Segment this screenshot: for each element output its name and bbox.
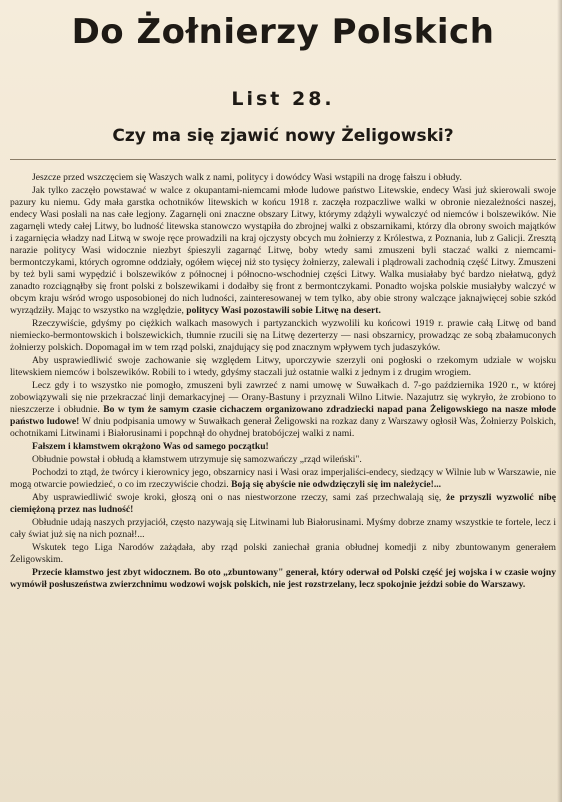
paragraph-6: Fałszem i kłamstwem okrążono Was od samego początku!	[32, 441, 269, 452]
paragraph-3: Rzeczywiście, gdyśmy po ciężkich walkach masowych i partyzanckich wyzwolili ku końcowi 1919 r. prawie całą Litwę od band niemiecko-bermontowskich i bolszewickich, tłumnie rzucili się na Litwę dezerterzy — nasi obszarnicy, prowadząc ze sobą zbałamuconych żołnierzy polskich. Dopomagał im w tem rząd polski, znajdujący się pod znacznym wpływem tych judaszyków.	[10, 318, 556, 353]
divider	[10, 159, 556, 160]
leaflet-title: Do Żołnierzy Polskich	[71, 12, 495, 52]
paragraph-1: Jeszcze przed wszczęciem się Waszych walk z nami, politycy i dowódcy Wasi wstąpili na drogę fałszu i obłudy.	[32, 172, 462, 183]
letter-number: List 28.	[231, 88, 335, 110]
paragraph-2: Jak tylko zaczęło powstawać w walce z okupantami-niemcami młode ludowe państwo Litewskie, endecy Wasi już skierowali swoje pazury ku niemu. Gdy mała garstka ochotników litewskich w końcu 1918 r. zaczęła rozpaczliwe walki w obronie niezależności naszej, endecy Wasi posłali na nas całe legjony. Zagarnęli oni znaczne obszary Litwy, którymy zdążyli wywalczyć od niemców i bolszewików. Nie zagarnęli wtedy całej Litwy, bo ludność litewska stanowczo wystąpiła do zbrojnej walki z obszarnikami, którzy dla obrony swoich majątków i zagarnięcia władzy nad Litwą w swoje ręce prowadzili na kraj ojczysty obcych mu żołnierzy z Królestwa, z Poznania, lub z Galicji. Zresztą narazie politycy Wasi widocznie niezbyt śpieszyli zagarnąć Litwę, boby wtedy sami zmuszeni byli staczać walki z niemcami-bermontczykami, których ogromne oddziały, ogółem więcej niż sto tysięcy żołnierzy, zalewali i plądrowali zachodnią część Litwy. Zmuszeni by też byli sami wypędzić i bolszewików z północnej i północno-wschodniej części Litwy. Walka musiałaby być bardzo niełatwą, gdyż zanadto rozciągnąłby się front polski z bolszewikami i dodałby się front z bermontczykami. Ponadto wojska polskie musiałyby walczyć w obcym kraju wśród wrogo usposobionej do nich ludności, zainteresowanej w tem tylko, aby obie strony walczące jaknajwięcej sobie szkód wyrządziły. Mając to wszystko na względzie, politycy Wasi pozostawili sobie Litwę na desert.	[10, 185, 556, 316]
paragraph-11: Wskutek tego Liga Narodów zażądała, aby rząd polski zaniechał grania obłudnej komedji z niby zbuntowanym generałem Żeligowskim.	[10, 542, 556, 565]
paragraph-12: Przecie kłamstwo jest zbyt widocznem. Bo oto „zbuntowany" generał, który oderwał od Polski część jej wojska i w czasie wojny wymówił posłuszeństwa zwierzchnimu wodzowi wojsk polskich, nie jest rozstrzelany, lecz spokojnie jeździ sobie do Warszawy.	[10, 567, 556, 590]
paragraph-7: Obłudnie powstał i obłudą a kłamstwem utrzymuje się samozwańczy „rząd wileński".	[32, 454, 362, 465]
paragraph-10: Obłudnie udają naszych przyjaciół, często nazywają się Litwinami lub Białorusinami. Myśmy dobrze znamy wszystkie te fortele, lecz i cały świat już się na nich poznał!...	[10, 517, 556, 540]
headline-question: Czy ma się zjawić nowy Żeligowski?	[112, 126, 454, 146]
paragraph-5: Lecz gdy i to wszystko nie pomogło, zmuszeni byli zawrzeć z nami umowę w Suwałkach d. 7-go października 1920 r., w której zobowiązywali się nie przekraczać linji demarkacyjnej — Orany-Bastuny i przyznali Wilno Litwie. Nazajutrz się wykryło, że zrobiono to nieszczerze i obłudnie. Bo w tym że samym czasie cichaczem organizowano zdradziecki napad pana Żeligowskiego na nasze młode państwo ludowe! W dniu podpisania umowy w Suwałkach generał Żeligowski na rozkaz dany z Warszawy ogłosił Was, Żołnierzy Polskich, ochotnikami Litwinami i Białorusinami i popchnął do ohydnej bratobójczej walki z nami.	[10, 380, 556, 439]
article-body	[10, 172, 556, 591]
paragraph-4: Aby usprawiedliwić swoje zachowanie się względem Litwy, uporczywie szerzyli oni pogłoski o rzekomym udziale w wojsku litewskiem niemców i bolszewików. Robili to i wtedy, gdyśmy staczali już ostatnie walki z jednym i z drugim wrogiem.	[10, 355, 556, 378]
page-edge-shadow	[557, 0, 562, 802]
paragraph-8: Pochodzi to ztąd, że twórcy i kierownicy jego, obszarnicy nasi i Wasi oraz imperjaliści-endecy, siedzący w Wilnie lub w Warszawie, nie mogą otwarcie powiedzieć, o co im rzeczywiście chodzi. Boją się abyście nie odwdzięczyli się im należycie!...	[10, 467, 556, 490]
paragraph-9: Aby usprawiedliwić swoje kroki, głoszą oni o nas niestworzone rzeczy, sami zaś przechwalają się, że przyszli wyzwolić nibę ciemiężoną przez nas ludność!	[10, 492, 556, 515]
